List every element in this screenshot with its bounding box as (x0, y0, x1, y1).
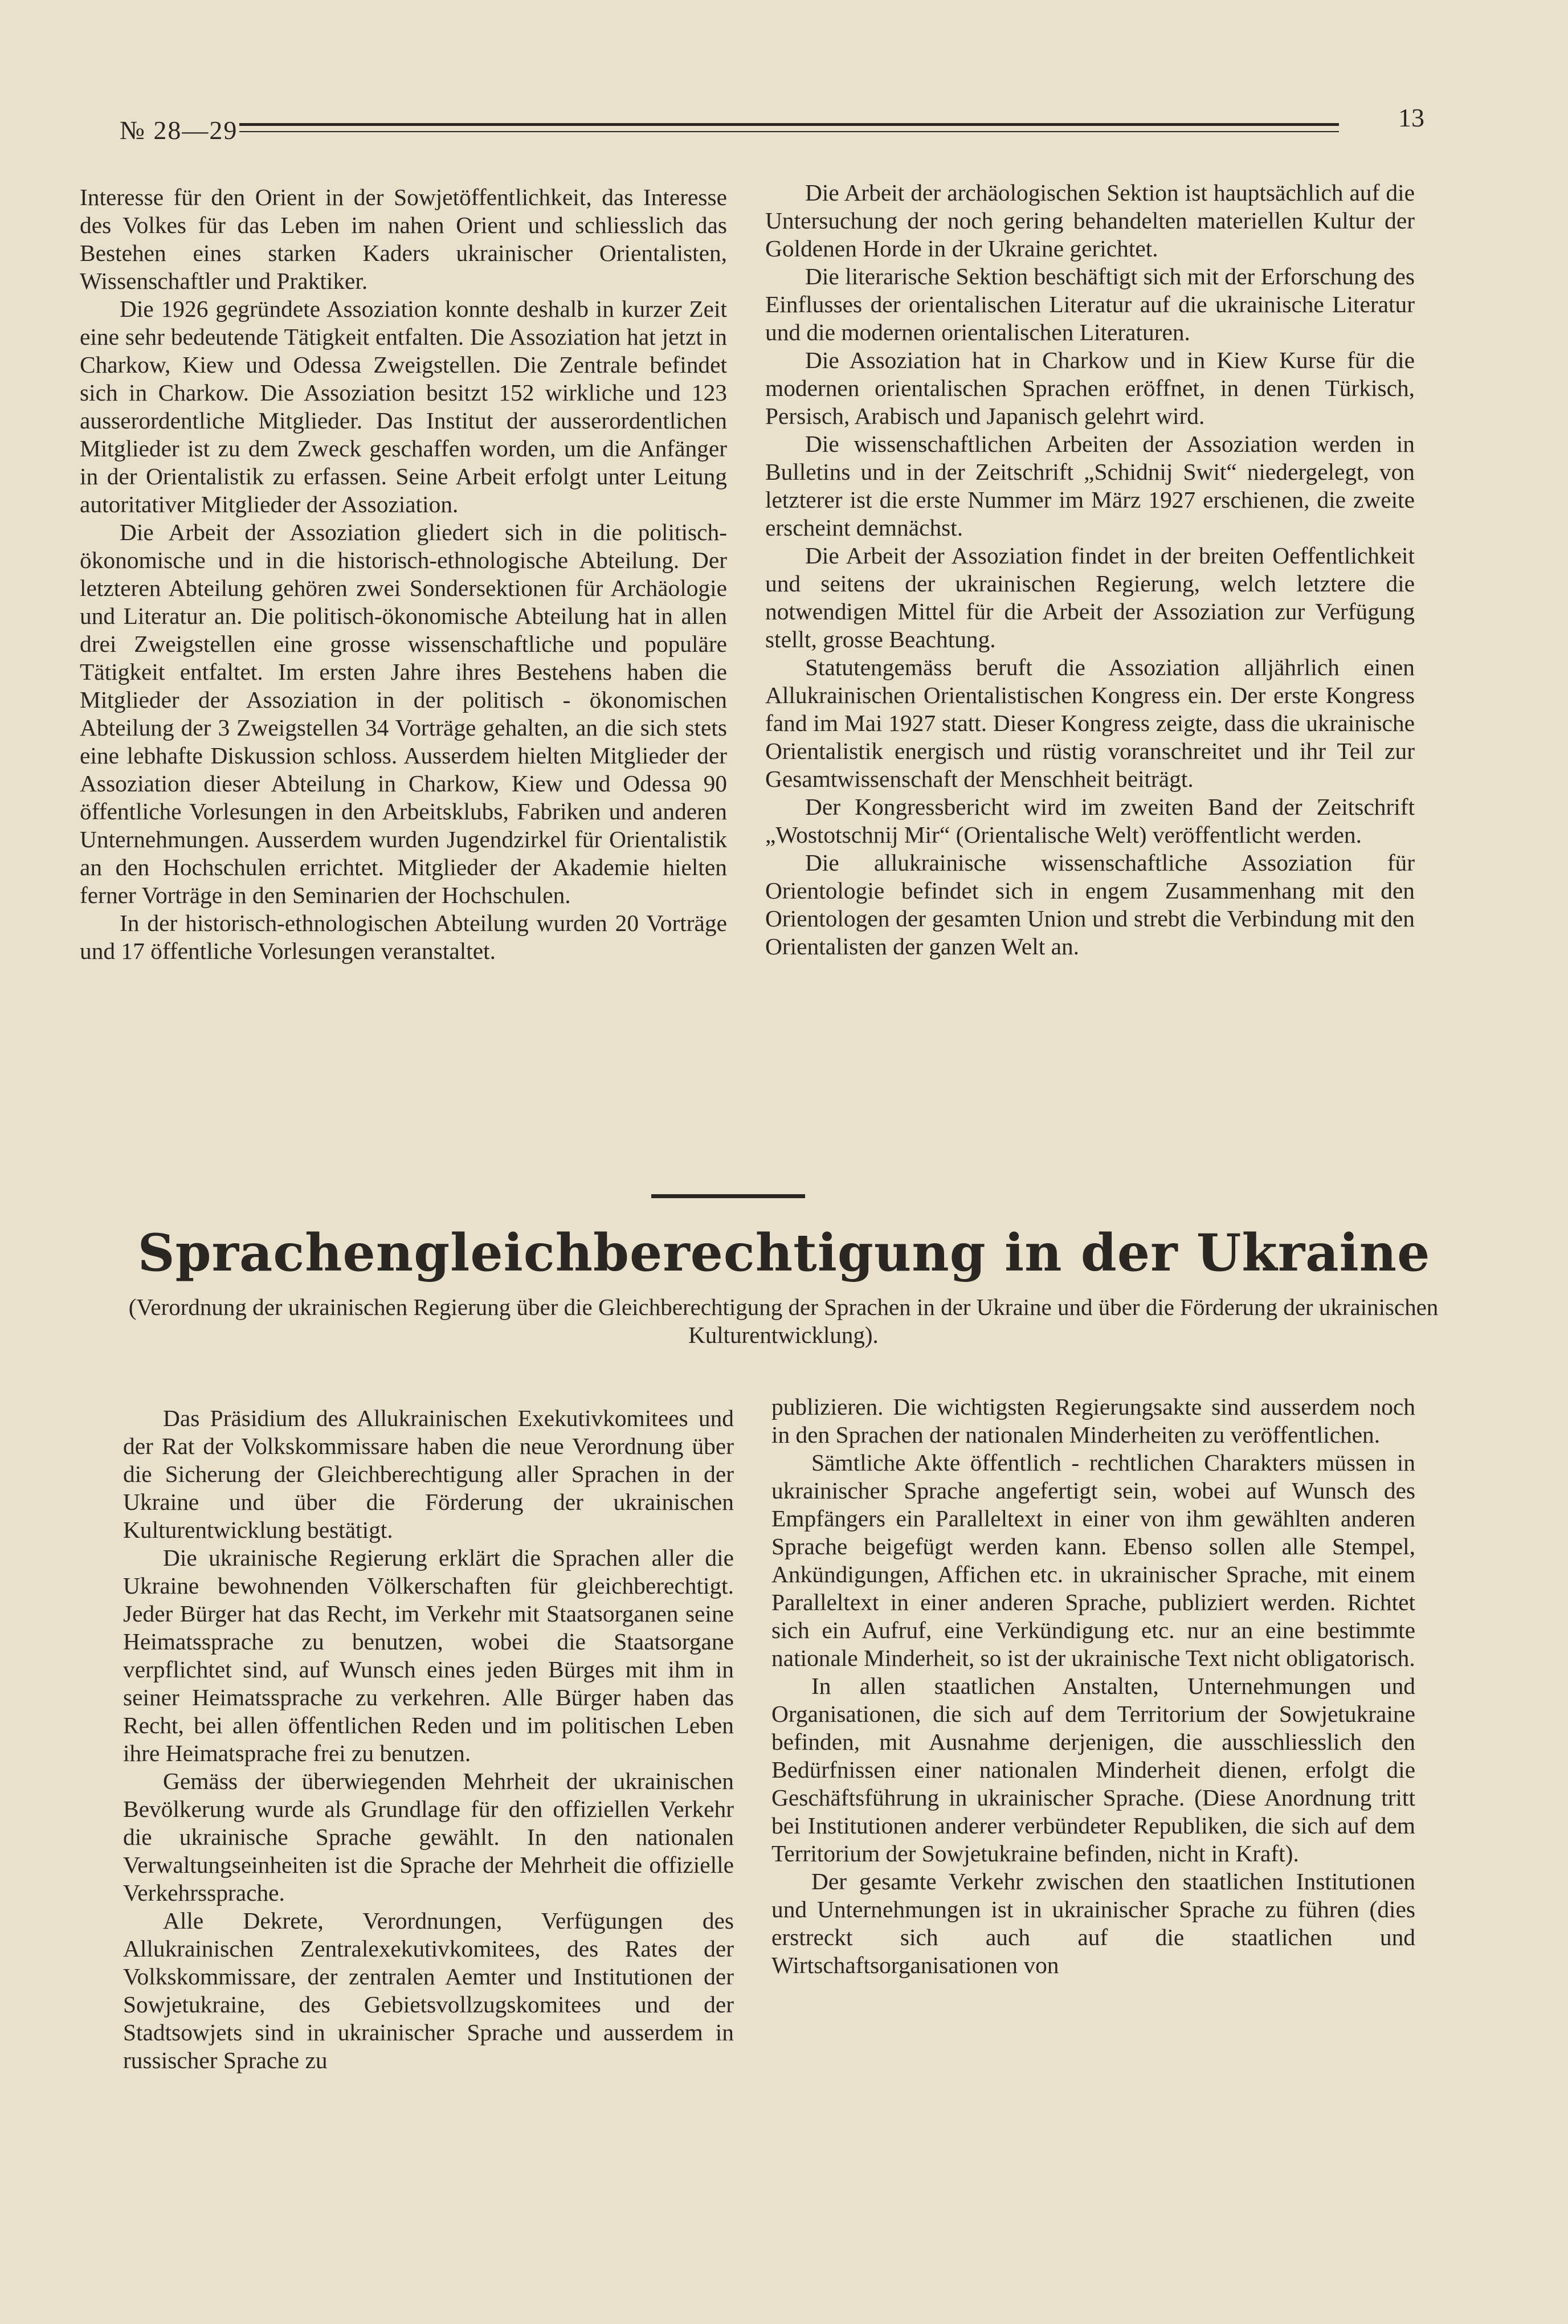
paragraph: Alle Dekrete, Verordnungen, Verfügungen des Allukrainischen Zentralexekutivkomitees, des Rates der Volkskommissare, der zentralen Aemter und Institutionen der Sowjetukraine, des Gebietsvollzugskomitees und der Stadtsowjets sind in ukrainischer Sprache und ausserdem in russischer Sprache zu (123, 1908, 734, 2073)
header-rule-top (239, 123, 1339, 126)
paragraph: Das Präsidium des Allukrainischen Exekutivkomitees und der Rat der Volkskommissare haben die neue Verordnung über die Sicherung der Gleichberechtigung aller Sprachen in der Ukraine und über die Förderung der ukrainischen Kulturentwicklung bestätigt. (123, 1405, 734, 1543)
article-subtitle: (Verordnung der ukrainischen Regierung über die Gleichberechtigung der Sprachen in der Ukraine und über die Förderung der ukrainischen Kulturentwicklung). (128, 1294, 1439, 1348)
paragraph: In allen staatlichen Anstalten, Unternehmungen und Organisationen, die sich auf dem Territorium der Sowjetukraine befinden, mit Ausnahme derjenigen, die ausschliesslich den Bedürfnissen einer nationalen Minderheit dienen, erfolgt die Geschäftsführung in ukrainischer Sprache. (Diese Anordnung tritt bei Institutionen anderer verbündeter Republiken, die sich auf dem Territorium der Sowjetukraine befinden, nicht in Kraft). (771, 1673, 1415, 1866)
paragraph: Sämtliche Akte öffentlich - rechtlichen Charakters müssen in ukrainischer Sprache angefertigt sein, wobei auf Wunsch des Empfängers ein Paralleltext in einer von ihm gewählten anderen Sprache beigefügt werden kann. Ebenso sollen alle Stempel, Ankündigungen, Affichen etc. in ukrainischer Sprache, mit einem Paralleltext in einer anderen Sprache, publiziert werden. Richtet sich ein Aufruf, eine Verkündigung etc. nur an eine bestimmte nationale Minderheit, so ist der ukrainische Text nicht obligatorisch. (771, 1449, 1415, 1671)
paragraph: Die Arbeit der archäologischen Sektion ist hauptsächlich auf die Untersuchung der noch gering behandelten materiellen Kultur der Goldenen Horde in der Ukraine gerichtet. (765, 179, 1415, 262)
article2-column-left (123, 1404, 734, 2074)
article1-column-left (80, 183, 727, 965)
paragraph: Der gesamte Verkehr zwischen den staatlichen Institutionen und Unternehmungen ist in ukrainischer Sprache zu führen (dies erstreckt sich auch auf die staatlichen und Wirtschaftsorganisationen von (771, 1868, 1415, 1978)
paragraph: Die Assoziation hat in Charkow und in Kiew Kurse für die modernen orientalischen Sprachen eröffnet, in denen Türkisch, Persisch, Arabisch und Japanisch gelehrt wird. (765, 347, 1415, 429)
paragraph: Die allukrainische wissenschaftliche Assoziation für Orientologie befindet sich in engem Zusammenhang mit den Orientologen der gesamten Union und strebt die Verbindung mit den Orientalisten der ganzen Welt an. (765, 849, 1415, 959)
section-divider (651, 1194, 805, 1198)
article1-column-right (765, 179, 1415, 961)
paragraph: publizieren. Die wichtigsten Regierungsakte sind ausserdem noch in den Sprachen der nationalen Minderheiten zu veröffentlichen. (771, 1394, 1415, 1448)
issue-number: № 28—29 (120, 116, 238, 145)
paragraph: Die Arbeit der Assoziation gliedert sich in die politisch-ökonomische und in die historisch-ethnologische Abteilung. Der letzteren Abteilung gehören zwei Sondersektionen für Archäologie und Literatur an. Die politisch-ökonomische Abteilung hat in allen drei Zweigstellen eine grosse wissenschaftliche und populäre Tätigkeit entfaltet. Im ersten Jahre ihres Bestehens haben die Mitglieder der Assoziation in der politisch - ökonomischen Abteilung der 3 Zweigstellen 34 Vorträge gehalten, an die sich stets eine lebhafte Diskussion schloss. Ausserdem hielten Mitglieder der Assoziation dieser Abteilung in Charkow, Kiew und Odessa 90 öffentliche Vorlesungen in den Arbeitsklubs, Fabriken und anderen Unternehmungen. Ausserdem wurden Jugendzirkel für Orientalistik an den Hochschulen errichtet. Mitglieder der Akademie hielten ferner Vorträge in den Seminarien der Hochschulen. (80, 519, 727, 908)
paragraph: Der Kongressbericht wird im zweiten Band der Zeitschrift „Wostotschnij Mir“ (Orientalische Welt) veröffentlicht werden. (765, 794, 1415, 848)
paragraph: Interesse für den Orient in der Sowjetöffentlichkeit, das Interesse des Volkes für das Leben im nahen Orient und schliesslich das Bestehen eines starken Kaders ukrainischer Orientalisten, Wissenschaftler und Praktiker. (80, 184, 727, 294)
article2-column-right (771, 1393, 1415, 1979)
paragraph: Statutengemäss beruft die Assoziation alljährlich einen Allukrainischen Orientalistischen Kongress ein. Der erste Kongress fand im Mai 1927 statt. Dieser Kongress zeigte, dass die ukrainische Orientalistik energisch und rüstig voranschreitet und ihr Teil zur Gesamtwissenschaft der Menschheit beiträgt. (765, 654, 1415, 792)
paragraph: Die 1926 gegründete Assoziation konnte deshalb in kurzer Zeit eine sehr bedeutende Tätigkeit entfalten. Die Assoziation hat jetzt in Charkow, Kiew und Odessa Zweigstellen. Die Zentrale befindet sich in Charkow. Die Assoziation besitzt 152 wirkliche und 123 ausserordentliche Mitglieder. Das Institut der ausserordentlichen Mitglieder ist zu dem Zweck geschaffen worden, um die Anfänger in der Orientalistik zu erfassen. Seine Arbeit erfolgt unter Leitung autoritativer Mitglieder der Assoziation. (80, 296, 727, 517)
paragraph: Die ukrainische Regierung erklärt die Sprachen aller die Ukraine bewohnenden Völkerschaften für gleichberechtigt. Jeder Bürger hat das Recht, im Verkehr mit Staatsorganen seine Heimatssprache zu benutzen, wobei die Staatsorgane verpflichtet sind, auf Wunsch eines jeden Bürges mit ihm in seiner Heimatssprache zu verkehren. Alle Bürger haben das Recht, bei allen öffentlichen Reden und im politischen Leben ihre Heimatsprache frei zu benutzen. (123, 1545, 734, 1766)
page-number: 13 (1398, 103, 1424, 132)
page-header (120, 103, 1424, 148)
header-rule-bottom (239, 131, 1339, 132)
paragraph: In der historisch-ethnologischen Abteilung wurden 20 Vorträge und 17 öffentliche Vorlesungen veranstaltet. (80, 910, 727, 964)
paragraph: Die literarische Sektion beschäftigt sich mit der Erforschung des Einflusses der orientalischen Literatur auf die ukrainische Literatur und die modernen orientalischen Literaturen. (765, 263, 1415, 345)
article-title: Sprachengleichberechtigung in der Ukraine (137, 1223, 1431, 1283)
paragraph: Die wissenschaftlichen Arbeiten der Assoziation werden in Bulletins und in der Zeitschrift „Schidnij Swit“ niedergelegt, von letzterer ist die erste Nummer im März 1927 erschienen, die zweite erscheint demnächst. (765, 431, 1415, 541)
paragraph: Gemäss der überwiegenden Mehrheit der ukrainischen Bevölkerung wurde als Grundlage für den offiziellen Verkehr die ukrainische Sprache gewählt. In den nationalen Verwaltungseinheiten ist die Sprache der Mehrheit die offizielle Verkehrssprache. (123, 1768, 734, 1906)
paragraph: Die Arbeit der Assoziation findet in der breiten Oeffentlichkeit und seitens der ukrainischen Regierung, welch letztere die notwendigen Mittel für die Arbeit der Assoziation zur Verfügung stellt, grosse Beachtung. (765, 542, 1415, 652)
